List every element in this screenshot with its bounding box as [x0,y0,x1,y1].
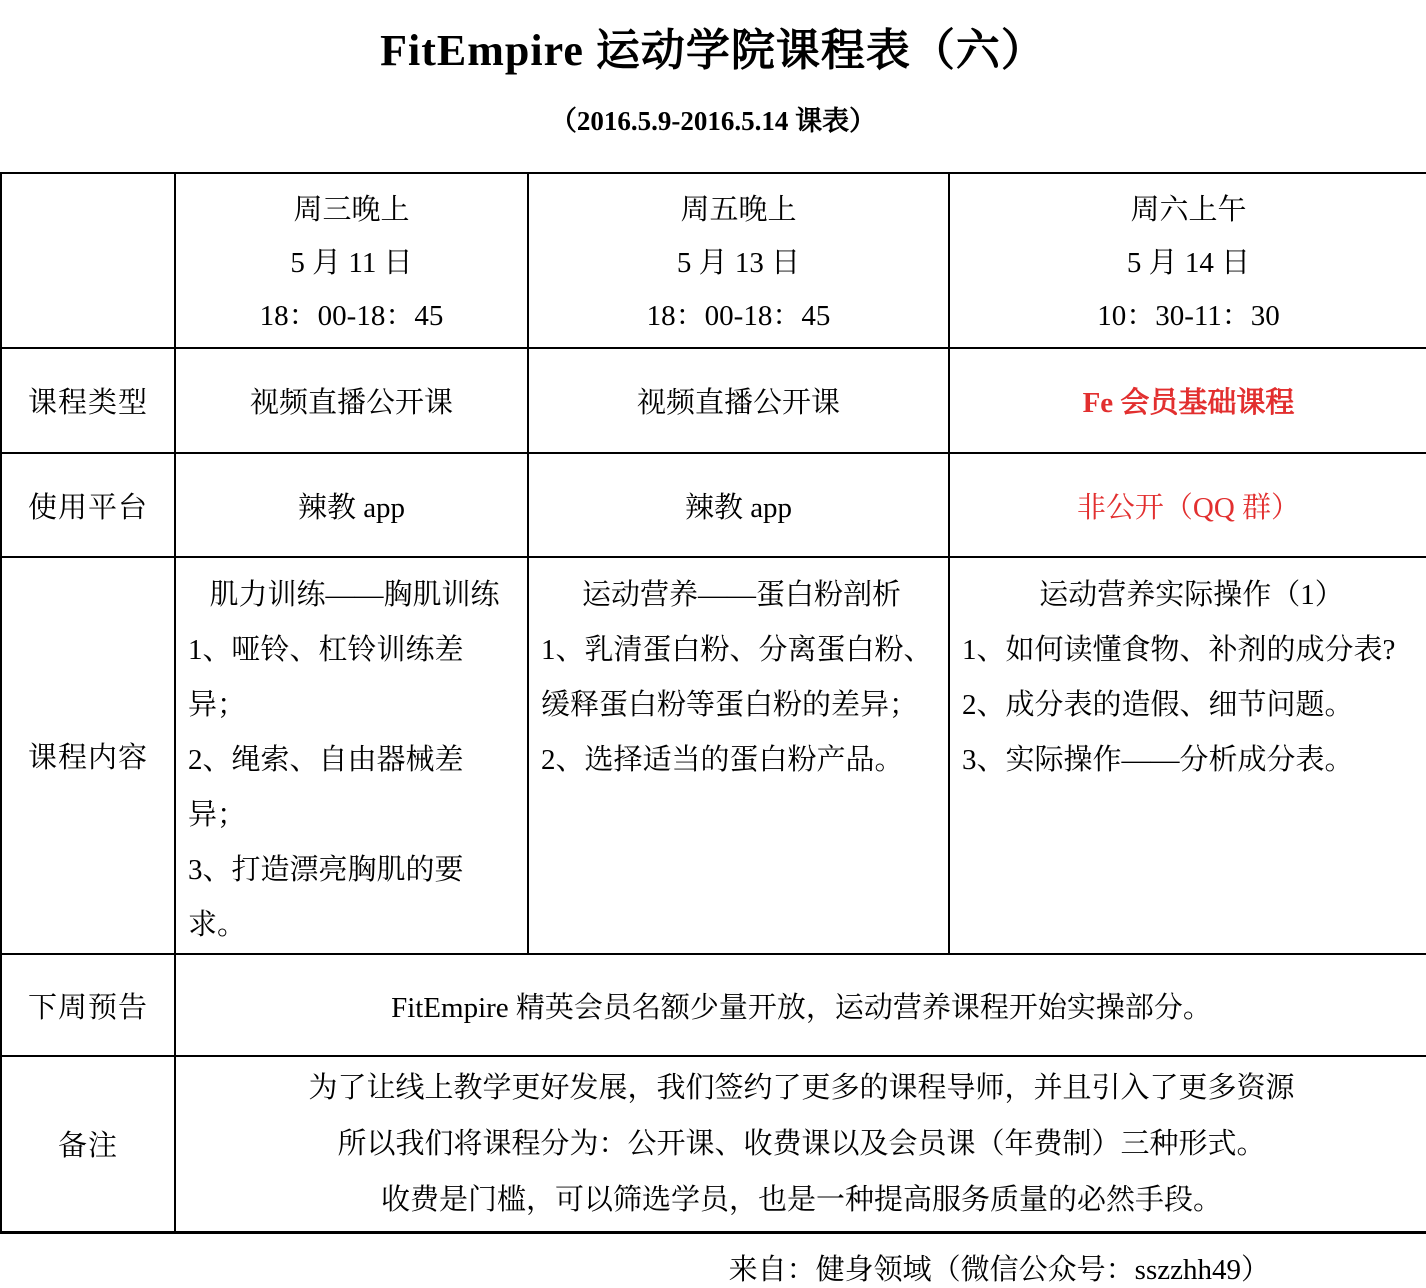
platform-row [1,453,1426,557]
notes-line-2: 所以我们将课程分为：公开课、收费课以及会员课（年费制）三种形式。 [337,1127,1266,1160]
course-content-cell-2 [528,557,949,954]
course-content-label: 课程内容 [1,557,175,954]
header-corner-cell [1,173,175,348]
session-3-day: 周六上午 [1130,194,1247,226]
session-1-time: 18：00-18：45 [259,300,444,332]
notes-line-3: 收费是门槛，可以筛选学员，也是一种提高服务质量的必然手段。 [380,1183,1222,1216]
content-2-heading: 运动营养——蛋白粉剖析 [581,579,901,611]
platform-cell-1: 辣教 app [175,453,528,557]
notes-line-1: 为了让线上教学更好发展，我们签约了更多的课程导师，并且引入了更多资源 [308,1071,1295,1104]
content-3-heading: 运动营养实际操作（1） [1039,579,1344,611]
platform-cell-3: 非公开（QQ 群） [949,453,1426,557]
schedule-table [0,172,1426,1234]
content-2-line-3: 2、选择适当的蛋白粉产品。 [541,744,904,776]
course-type-cell-3: Fe 会员基础课程 [949,348,1426,453]
content-1-line-1: 1、哑铃、杠铃训练差异； [188,634,464,721]
course-content-row [1,557,1426,954]
course-type-row [1,348,1426,453]
notes-cell [175,1056,1426,1232]
session-3-date: 5 月 14 日 [1126,247,1251,279]
session-cell-2 [528,173,949,348]
session-2-time: 18：00-18：45 [646,300,831,332]
content-1-heading: 肌力训练——胸肌训练 [209,579,500,611]
next-week-value: FitEmpire 精英会员名额少量开放，运动营养课程开始实操部分。 [175,954,1426,1056]
platform-label: 使用平台 [1,453,175,557]
session-2-date: 5 月 13 日 [676,247,801,279]
page-title: FitEmpire 运动学院课程表（六） [380,26,1046,75]
course-content-cell-1 [175,557,528,954]
content-2-line-2: 缓释蛋白粉等蛋白粉的差异； [541,689,919,721]
notes-label: 备注 [1,1056,175,1232]
content-2-line-1: 1、乳清蛋白粉、分离蛋白粉、 [541,634,933,666]
course-type-label: 课程类型 [1,348,175,453]
platform-cell-2: 辣教 app [528,453,949,557]
content-1-line-3: 3、打造漂亮胸肌的要求。 [188,854,464,941]
header-row [1,173,1426,348]
next-week-label: 下周预告 [1,954,175,1056]
session-cell-1 [175,173,528,348]
content-3-line-2: 2、成分表的造假、细节问题。 [962,689,1354,721]
content-1-line-2: 2、绳索、自由器械差异； [188,744,464,831]
session-cell-3 [949,173,1426,348]
next-week-row [1,954,1426,1056]
notes-row [1,1056,1426,1232]
session-1-date: 5 月 11 日 [290,247,413,279]
source-attribution: 来自：健身领域（微信公众号：sszzhh49） [728,1253,1270,1286]
session-3-time: 10：30-11：30 [1097,300,1280,332]
content-3-line-3: 3、实际操作——分析成分表。 [962,744,1354,776]
course-content-cell-3 [949,557,1426,954]
content-3-line-1: 1、如何读懂食物、补剂的成分表? [962,634,1396,666]
page-subtitle: （2016.5.9-2016.5.14 课表） [549,106,877,136]
session-2-day: 周五晚上 [680,194,797,226]
course-type-cell-1: 视频直播公开课 [175,348,528,453]
session-1-day: 周三晚上 [293,194,410,226]
course-type-cell-2: 视频直播公开课 [528,348,949,453]
